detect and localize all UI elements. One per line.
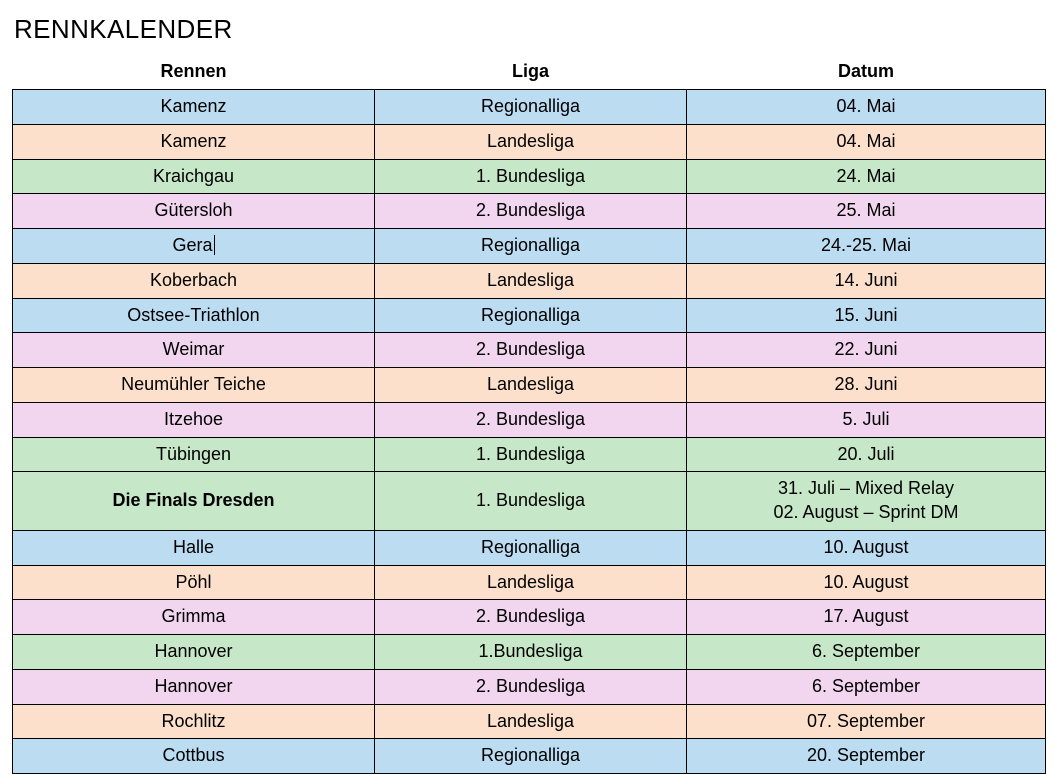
cell-datum: 25. Mai: [687, 194, 1046, 229]
cell-liga: 1. Bundesliga: [375, 159, 687, 194]
cell-datum: 6. September: [687, 669, 1046, 704]
cell-datum: 15. Juni: [687, 298, 1046, 333]
cell-datum: 24. Mai: [687, 159, 1046, 194]
table-row: [13, 530, 1046, 565]
cell-liga: 2. Bundesliga: [375, 194, 687, 229]
cell-rennen: Halle: [13, 530, 375, 565]
table-header-row: [13, 61, 1046, 90]
cell-liga: 2. Bundesliga: [375, 402, 687, 437]
table-row: [13, 565, 1046, 600]
column-header-liga: Liga: [375, 61, 687, 90]
cell-datum: 6. September: [687, 635, 1046, 670]
cell-rennen: Tübingen: [13, 437, 375, 472]
table-body: [13, 90, 1046, 774]
table-row: [13, 600, 1046, 635]
table-row: [13, 739, 1046, 774]
cell-rennen: Hannover: [13, 669, 375, 704]
cell-rennen: Ostsee-Triathlon: [13, 298, 375, 333]
date-line: 02. August – Sprint DM: [773, 502, 959, 522]
cell-rennen: Gütersloh: [13, 194, 375, 229]
cell-datum: [687, 472, 1046, 531]
table-row: [13, 124, 1046, 159]
page-title: RENNKALENDER: [14, 14, 233, 44]
cell-datum: 5. Juli: [687, 402, 1046, 437]
cell-datum: 17. August: [687, 600, 1046, 635]
cell-rennen: Gera: [13, 229, 375, 264]
cell-datum: 04. Mai: [687, 90, 1046, 125]
table-row: [13, 472, 1046, 531]
cell-liga: Regionalliga: [375, 530, 687, 565]
cell-rennen: Hannover: [13, 635, 375, 670]
cell-rennen: Koberbach: [13, 263, 375, 298]
cell-datum: 04. Mai: [687, 124, 1046, 159]
table-row: [13, 704, 1046, 739]
cell-rennen: Pöhl: [13, 565, 375, 600]
cell-liga: Regionalliga: [375, 229, 687, 264]
race-calendar-table: [12, 61, 1046, 774]
cell-datum: 10. August: [687, 530, 1046, 565]
cell-rennen: Itzehoe: [13, 402, 375, 437]
cell-liga: Landesliga: [375, 565, 687, 600]
cell-liga: 1.Bundesliga: [375, 635, 687, 670]
cell-liga: Regionalliga: [375, 739, 687, 774]
cell-liga: Landesliga: [375, 368, 687, 403]
cell-liga: 2. Bundesliga: [375, 333, 687, 368]
date-line: 31. Juli – Mixed Relay: [777, 478, 955, 499]
cell-liga: Regionalliga: [375, 298, 687, 333]
table-row: [13, 298, 1046, 333]
cell-datum: 28. Juni: [687, 368, 1046, 403]
text-cursor: [214, 235, 215, 255]
table-row: [13, 368, 1046, 403]
cell-rennen: Kraichgau: [13, 159, 375, 194]
cell-rennen: Die Finals Dresden: [13, 472, 375, 531]
cell-rennen: Cottbus: [13, 739, 375, 774]
column-header-datum: Datum: [687, 61, 1046, 90]
cell-rennen: Neumühler Teiche: [13, 368, 375, 403]
column-header-rennen: Rennen: [13, 61, 375, 90]
cell-rennen: Kamenz: [13, 90, 375, 125]
cell-rennen: Rochlitz: [13, 704, 375, 739]
table-header: [13, 61, 1046, 90]
table-row: [13, 263, 1046, 298]
cell-datum: 20. September: [687, 739, 1046, 774]
table-row: [13, 229, 1046, 264]
table-row: [13, 402, 1046, 437]
cell-datum: 22. Juni: [687, 333, 1046, 368]
cell-liga: 1. Bundesliga: [375, 472, 687, 531]
cell-datum: 14. Juni: [687, 263, 1046, 298]
cell-datum: 07. September: [687, 704, 1046, 739]
table-row: [13, 159, 1046, 194]
cell-rennen: Grimma: [13, 600, 375, 635]
table-row: [13, 669, 1046, 704]
table-row: [13, 635, 1046, 670]
table-row: [13, 333, 1046, 368]
cell-liga: Landesliga: [375, 263, 687, 298]
cell-rennen: Kamenz: [13, 124, 375, 159]
cell-datum: 20. Juli: [687, 437, 1046, 472]
cell-liga: Landesliga: [375, 704, 687, 739]
cell-datum: 10. August: [687, 565, 1046, 600]
cell-liga: 2. Bundesliga: [375, 669, 687, 704]
table-row: [13, 90, 1046, 125]
table-row: [13, 194, 1046, 229]
cell-datum: 24.-25. Mai: [687, 229, 1046, 264]
table-row: [13, 437, 1046, 472]
cell-liga: Regionalliga: [375, 90, 687, 125]
cell-liga: 1. Bundesliga: [375, 437, 687, 472]
cell-liga: 2. Bundesliga: [375, 600, 687, 635]
cell-rennen: Weimar: [13, 333, 375, 368]
cell-liga: Landesliga: [375, 124, 687, 159]
